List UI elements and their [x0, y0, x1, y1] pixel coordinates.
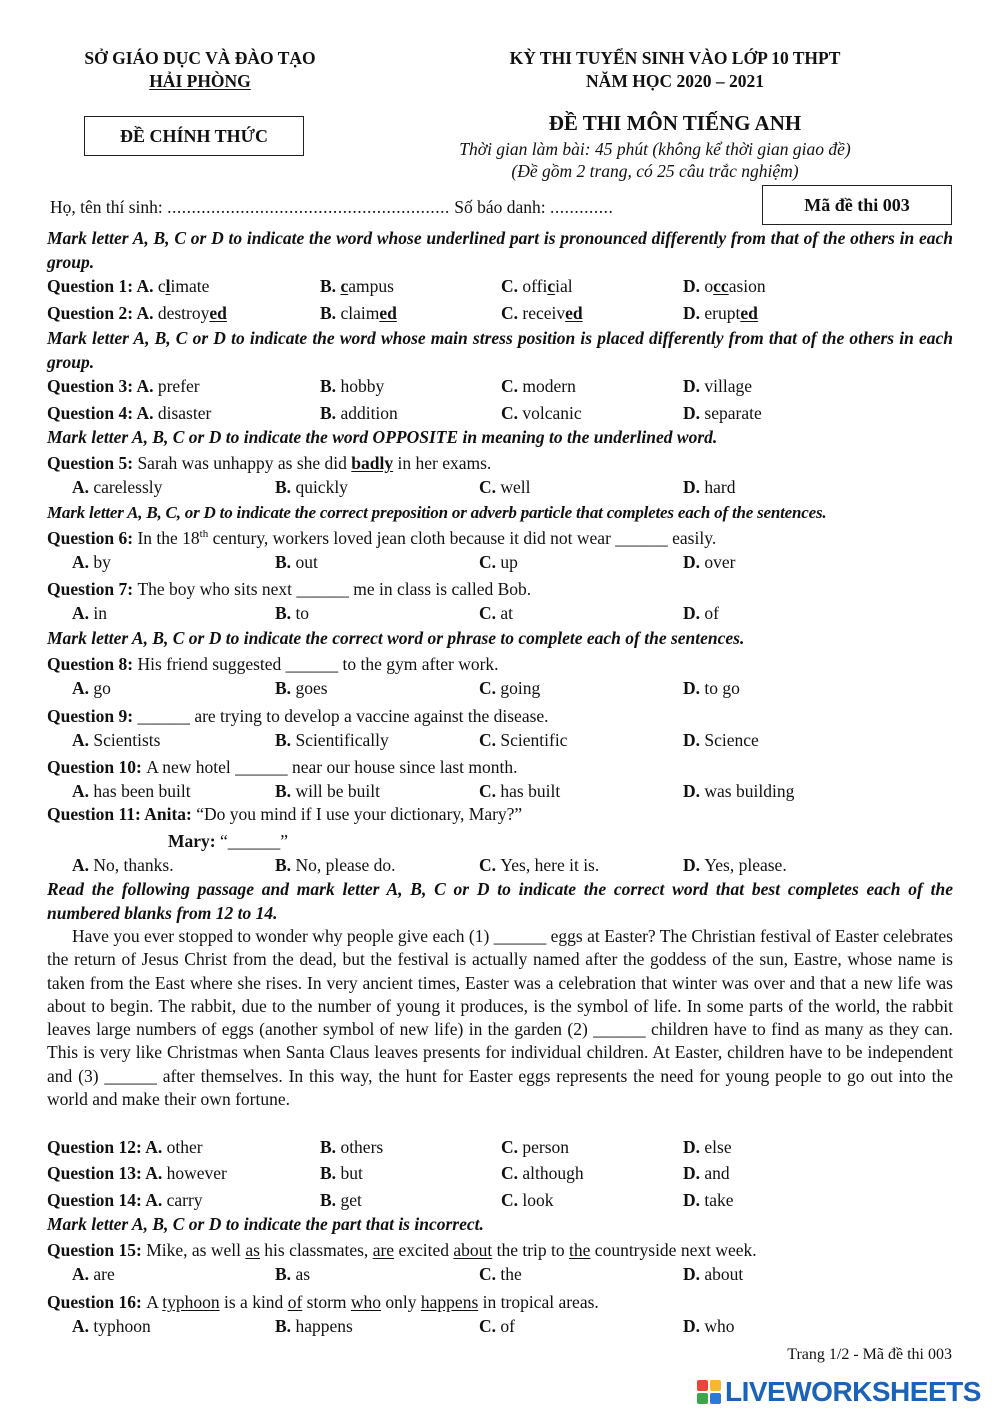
q10-option-d[interactable]: D. was building	[683, 781, 795, 801]
q15-option-c[interactable]: C. the	[479, 1264, 522, 1284]
q11-option-b[interactable]: B. No, please do.	[275, 855, 396, 875]
q7-option-a[interactable]: A. in	[72, 603, 108, 623]
q15-option-d[interactable]: D. about	[683, 1264, 744, 1284]
question-2: Question 2: A. destroyed B. claimed C. received D. erupted	[47, 303, 758, 323]
official-label: ĐỀ CHÍNH THỨC	[84, 116, 304, 156]
q5-option-c[interactable]: C. well	[479, 477, 531, 497]
q10-option-b[interactable]: B. will be built	[275, 781, 381, 801]
q7-option-c[interactable]: C. at	[479, 603, 514, 623]
question-6-options	[0, 552, 1000, 576]
logo-text: LIVEWORKSHEETS	[725, 1376, 981, 1407]
question-6: Question 6: In the 18th century, workers loved jean cloth because it did not wear ______ easily.	[47, 528, 717, 548]
question-10: Question 10: A new hotel ______ near our house since last month.	[47, 757, 518, 777]
instruction-opposite: Mark letter A, B, C or D to indicate the word OPPOSITE in meaning to the underlined word.	[47, 427, 718, 447]
question-4: Question 4: A. disaster B. addition C. volcanic D. separate	[47, 403, 762, 423]
q9-option-c[interactable]: C. Scientific	[479, 730, 568, 750]
question-9: Question 9: ______ are trying to develop a vaccine against the disease.	[47, 706, 549, 726]
q16-option-b[interactable]: B. happens	[275, 1316, 353, 1336]
q9-option-b[interactable]: B. Scientifically	[275, 730, 389, 750]
q11-option-d[interactable]: D. Yes, please.	[683, 855, 787, 875]
question-14: Question 14: A. carry B. get C. look D. take	[47, 1190, 734, 1210]
instruction-completion: Mark letter A, B, C or D to indicate the correct word or phrase to complete each of the sentences.	[47, 628, 745, 648]
q9-option-a[interactable]: A. Scientists	[72, 730, 161, 750]
q8-option-b[interactable]: B. goes	[275, 678, 328, 698]
name-field[interactable]: ..........................................................	[167, 197, 450, 217]
q6-option-a[interactable]: A. by	[72, 552, 111, 572]
department-name: SỞ GIÁO DỤC VÀ ĐÀO TẠO	[84, 48, 316, 68]
question-8-options	[0, 678, 1000, 702]
question-10-options	[0, 781, 1000, 805]
q8-option-a[interactable]: A. go	[72, 678, 111, 698]
q8-option-c[interactable]: C. going	[479, 678, 541, 698]
question-8: Question 8: His friend suggested ______ to the gym after work.	[47, 654, 499, 674]
instruction-incorrect: Mark letter A, B, C or D to indicate the part that is incorrect.	[47, 1214, 484, 1234]
question-1: Question 1: A. climate B. campus C. official D. occasion	[47, 276, 766, 296]
question-13: Question 13: A. however B. but C. although D. and	[47, 1163, 730, 1183]
question-16: Question 16: A typhoon is a kind of storm who only happens in tropical areas.	[47, 1292, 599, 1312]
question-15: Question 15: Mike, as well as his classmates, are excited about the trip to the countryside next week.	[47, 1240, 757, 1260]
q6-option-c[interactable]: C. up	[479, 552, 518, 572]
exam-code-box: Mã đề thi 003	[762, 185, 952, 225]
logo-square	[697, 1380, 708, 1391]
q7-option-b[interactable]: B. to	[275, 603, 310, 623]
q15-option-a[interactable]: A. are	[72, 1264, 115, 1284]
q10-option-a[interactable]: A. has been built	[72, 781, 191, 801]
q9-option-d[interactable]: D. Science	[683, 730, 759, 750]
q6-option-b[interactable]: B. out	[275, 552, 318, 572]
department-city: HẢI PHÒNG	[149, 71, 251, 91]
candidate-info-line	[50, 197, 613, 218]
time-note: Thời gian làm bài: 45 phút (không kể thời gian giao đề)	[459, 139, 851, 159]
name-label: Họ, tên thí sinh:	[50, 197, 168, 217]
q5-option-a[interactable]: A. carelessly	[72, 477, 163, 497]
question-7-options	[0, 603, 1000, 627]
q8-option-d[interactable]: D. to go	[683, 678, 740, 698]
question-3: Question 3: A. prefer B. hobby C. modern D. village	[47, 376, 753, 396]
q11-option-c[interactable]: C. Yes, here it is.	[479, 855, 600, 875]
reading-passage: Have you ever stopped to wonder why people give each (1) ______ eggs at Easter? The Christian festival of Easter celebrates the return of Jesus Christ from the dead, but the festival is actually named after the goddess of the sun, Eastre, whose name is taken from the East where she rises. In very ancient times, Easter was a celebration that winter was over and that a new life was about to begin. The rabbit, due to the number of young it produces, is the symbol of life. In some parts of the world, the rabbit leaves large numbers of eggs (another symbol of new life) in the garden (2) ______ children have to find as many as they can. This is very like Christmas when Santa Claus leaves presents for individual children. At Easter, children have to be independent and (3) ______ after themselves. In this way, the hunt for Easter eggs represents the need for young people to go out into the world and make their own fortune.	[47, 926, 953, 1110]
question-16-options	[0, 1316, 1000, 1340]
q11-option-a[interactable]: A. No, thanks.	[72, 855, 174, 875]
q16-option-d[interactable]: D. who	[683, 1316, 735, 1336]
sbd-field[interactable]: .............	[550, 197, 614, 217]
instruction-pronunciation: Mark letter A, B, C or D to indicate the word whose underlined part is pronounced differently from that of the others in each group.	[47, 228, 953, 272]
question-5: Question 5: Sarah was unhappy as she did badly in her exams.	[47, 453, 492, 473]
pages-note: (Đề gồm 2 trang, có 25 câu trắc nghiệm)	[511, 161, 799, 181]
instruction-stress: Mark letter A, B, C or D to indicate the word whose main stress position is placed differently from that of the others in each group.	[47, 328, 953, 372]
subject-title: ĐỀ THI MÔN TIẾNG ANH	[548, 111, 802, 135]
logo-square	[710, 1393, 721, 1404]
liveworksheets-logo[interactable]	[697, 1376, 997, 1408]
question-9-options	[0, 730, 1000, 754]
instruction-preposition: Mark letter A, B, C, or D to indicate the correct preposition or adverb particle that completes each of the sentences.	[47, 503, 827, 522]
q6-option-d[interactable]: D. over	[683, 552, 736, 572]
q16-option-a[interactable]: A. typhoon	[72, 1316, 151, 1336]
q10-option-c[interactable]: C. has built	[479, 781, 561, 801]
question-5-options	[0, 477, 1000, 501]
page-footer: Trang 1/2 - Mã đề thi 003	[787, 1346, 952, 1363]
question-12: Question 12: A. other B. others C. person D. else	[47, 1137, 732, 1157]
question-11: Question 11: Anita: “Do you mind if I use your dictionary, Mary?”	[47, 804, 523, 824]
q7-option-d[interactable]: D. of	[683, 603, 719, 623]
logo-squares-icon	[697, 1380, 721, 1404]
logo-square	[710, 1380, 721, 1391]
q5-option-d[interactable]: D. hard	[683, 477, 736, 497]
instruction-reading: Read the following passage and mark letter A, B, C or D to indicate the correct word that best completes each of the numbered blanks from 12 to 14.	[47, 879, 953, 923]
question-7: Question 7: The boy who sits next ______ me in class is called Bob.	[47, 579, 532, 599]
question-11-options	[0, 855, 1000, 879]
question-15-options	[0, 1264, 1000, 1288]
exam-year: NĂM HỌC 2020 – 2021	[586, 71, 764, 91]
question-11-reply: Mary: “______”	[168, 831, 289, 851]
exam-title: KỲ THI TUYỂN SINH VÀO LỚP 10 THPT	[509, 48, 841, 68]
q15-option-b[interactable]: B. as	[275, 1264, 311, 1284]
sbd-label: Số báo danh:	[449, 197, 551, 217]
logo-square	[697, 1393, 708, 1404]
q16-option-c[interactable]: C. of	[479, 1316, 515, 1336]
q5-option-b[interactable]: B. quickly	[275, 477, 348, 497]
